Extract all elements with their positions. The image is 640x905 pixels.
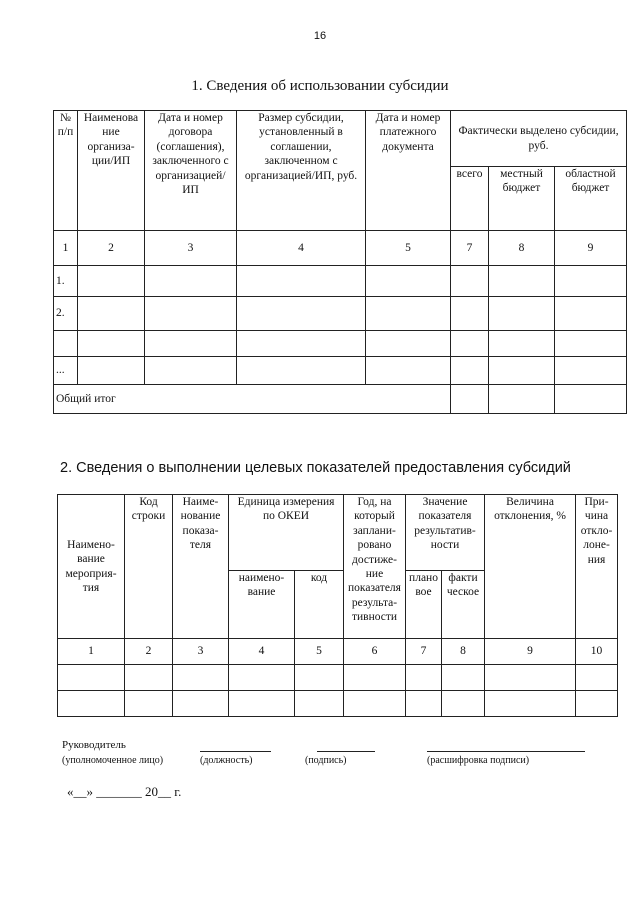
col-number: 5 xyxy=(366,231,451,266)
header-reason: При- чина откло- лоне- ния xyxy=(576,495,618,639)
col-number: 4 xyxy=(237,231,366,266)
header-total: всего xyxy=(451,167,489,231)
head-sublabel: (уполномоченное лицо) xyxy=(62,755,164,766)
col-number: 1 xyxy=(58,639,125,665)
performance-indicators-table xyxy=(57,494,618,717)
col-number: 7 xyxy=(406,639,442,665)
table-row xyxy=(54,357,627,385)
date-line: «__» _______ 20__ г. xyxy=(67,784,182,799)
section2-title: 2. Сведения о выполнении целевых показателей предоставления субсидий xyxy=(60,460,571,476)
header-line-code: Код строки xyxy=(125,495,173,639)
header-indicator-name: Наиме- нование показа- теля xyxy=(173,495,229,639)
position-label: (должность) xyxy=(200,755,253,766)
header-unit-code: код xyxy=(295,571,344,639)
header-actual-subsidy: Фактически выделено субсидии, руб. xyxy=(451,111,627,167)
col-number: 6 xyxy=(344,639,406,665)
header-regional-budget: областной бюджет xyxy=(555,167,627,231)
col-number: 3 xyxy=(145,231,237,266)
total-label: Общий итог xyxy=(54,385,451,414)
table-row xyxy=(54,266,627,297)
header-indicator-value: Значение показателя результатив- ности xyxy=(406,495,485,571)
header-contract: Дата и номер договора (соглашения), заключенного с организацией/ ИП xyxy=(145,111,237,231)
decode-line xyxy=(427,751,585,752)
header-unit-okei: Единица измерения по ОКЕИ xyxy=(229,495,344,571)
row-label: 2. xyxy=(54,297,78,331)
header-local-budget: местный бюджет xyxy=(489,167,555,231)
decode-label: (расшифровка подписи) xyxy=(427,755,530,766)
header-event: Наимено- вание мероприя- тия xyxy=(58,495,125,639)
subsidy-usage-table xyxy=(53,110,627,414)
signature-line xyxy=(317,751,375,752)
col-number: 4 xyxy=(229,639,295,665)
table-row xyxy=(58,665,618,691)
col-number: 7 xyxy=(451,231,489,266)
header-deviation: Величина отклонения, % xyxy=(485,495,576,639)
head-label: Руководитель xyxy=(62,739,126,751)
col-number: 2 xyxy=(78,231,145,266)
header-planned-year: Год, на который заплани- ровано достиже- ние показателя результа- тивности xyxy=(344,495,406,639)
header-number: № п/п xyxy=(54,111,78,231)
col-number: 3 xyxy=(173,639,229,665)
table-row xyxy=(58,691,618,717)
row-label: ... xyxy=(54,357,78,385)
header-unit-name: наимено- вание xyxy=(229,571,295,639)
signature-label: (подпись) xyxy=(305,755,347,766)
row-label xyxy=(54,331,78,357)
row-label: 1. xyxy=(54,266,78,297)
table-row xyxy=(54,297,627,331)
col-number: 10 xyxy=(576,639,618,665)
header-organization: Наименова ние организа- ции/ИП xyxy=(78,111,145,231)
header-planned: плано вое xyxy=(406,571,442,639)
position-line xyxy=(200,751,271,752)
total-row xyxy=(54,385,627,414)
col-number: 8 xyxy=(489,231,555,266)
col-number: 8 xyxy=(442,639,485,665)
table-row xyxy=(54,331,627,357)
col-number: 9 xyxy=(485,639,576,665)
page-number: 16 xyxy=(313,30,327,42)
col-number: 1 xyxy=(54,231,78,266)
col-number: 2 xyxy=(125,639,173,665)
section1-title: 1. Сведения об использовании субсидии xyxy=(191,78,449,94)
header-subsidy-size: Размер субсидии, установленный в соглашении, заключенном с организацией/ИП, руб. xyxy=(237,111,366,231)
header-payment-doc: Дата и номер платежного документа xyxy=(366,111,451,231)
col-number: 5 xyxy=(295,639,344,665)
col-number: 9 xyxy=(555,231,627,266)
header-actual: факти ческое xyxy=(442,571,485,639)
